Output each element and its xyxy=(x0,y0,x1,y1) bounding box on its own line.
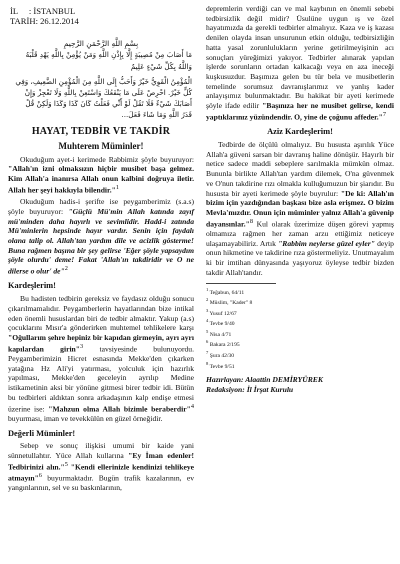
date-row: TARİH: 26.12.2014 xyxy=(10,16,79,27)
paragraph-sebep: Sebep ve sonuç ilişkisi umumi bir kaide yani sünnetullahtır. Yüce Allah kullarına "Ey İman edenler! Tedbirinizi alın."$^5$ "Kendi ellerinizle kendinizi tehlikeye atmayın"$^6$ buyurmaktadır. Bugün trafik kazalarının, ev yangınlarının, sel ve su baskınlarının, xyxy=(8,441,194,493)
paragraph-hadith: Okuduğum hadis-i şerifte ise peygamberimiz (s.a.s) şöyle buyuruyor: "Güçlü Mü'min Allah katında zayıf mü'minden daha hayırlı ve sevimlidir. Hadd-i zatında Mü'minlerin hepsinde hayır vardır. Senin için faydalı olana talip ol. Allah'tan yardım dile ve acizlik gösterme! Buna rağmen başına bir şey gelirse 'Eğer şöyle yapsaydım şöyle olurdu' deme! Fakat 'Allah'ın takdiridir ve O ne dilerse o olur' de"$^2$ xyxy=(8,197,194,276)
arabic-verse: مَا أَصَابَ مِنْ مُصِيبَةٍ إِلَّا بِإِذْنِ اللَّهِ وَمَنْ يُؤْمِنْ بِاللَّهِ يَهْدِ قَلْبَهُ وَاللَّهُ بِكُلِّ شَيْءٍ عَلِيمٌ xyxy=(25,50,192,71)
arabic-verse-block xyxy=(8,38,194,120)
footnote-item: $^6$ Bakara 2/195 xyxy=(206,339,240,349)
footnote-item: $^5$ Nisa 4/71 xyxy=(206,328,232,338)
paragraph-verse: Okuduğum ayet-i kerimede Rabbimiz şöyle buyuruyor: "Allah'ın izni olmaksızın hiçbir musibet başa gelmez. Kim Allah'a inanırsa Allah onun kalbini doğruya iletir. Allah her şeyi hakkıyla bilendir."$^1$ xyxy=(8,154,194,195)
sermon-page xyxy=(8,4,394,560)
basmala: بِسْمِ اللَّهِ الرَّحْمَنِ الرَّحِيمِ xyxy=(63,39,139,48)
greeting-aziz: Aziz Kardeşlerim! xyxy=(267,127,333,137)
paragraph-kaza: depremlerin verdiği can ve mal kaybının en önemli sebebi tedbirsizlik değil midir? Üsulüne uygun ış ve özel hayatımızda da gerekli tedbirler almalıyız. Kaza ve iş kazası denilen olayda insan unsurunun etkin olduğu, tedbirsizliğin hatta yasal zorunlulukların yerine getirilmeyişinin acı sonuçları yüreğimizi yakıyor. Tedbirler alınarak yapılan işlerde sorunların ortadan kalkacağı veya en aza ineceği kuşkusuzdur. Başımıza gelen bu tür bela ve musibetlerin temelinde sorumsuz davranışlarımız ve yanlış kader anlayışımız bulunmaktadır. Bu hakikat bir ayeti kerimede şöyle ifade edilir "Başınıza her ne musibet gelirse, kendi yaptıklarınız yüzündendir. O, yine de çoğunu affeder."$^7$ xyxy=(206,4,394,122)
date-label: TARİH xyxy=(10,16,36,27)
prepared-by: Hazırlayan: Alaattin DEMİRYÜREK xyxy=(206,375,323,385)
footnote-item: $^3$ Yusuf 12/67 xyxy=(206,307,237,317)
paragraph-tedbir: Bu hadisten tedbirin gereksiz ve faydasız olduğu sonucu çıkarılmamalıdır. Peygamberlerin hayatlarından bize intikal eden önemli hususlardan biri de tedbir almaktır. Yakup (a.s) çocuklarını Mısır'a gönderirken muhtemel tehlikelere karşı "Oğullarım şehre hepiniz bir kapıdan girmeyin, ayrı ayrı kapılardan girin"$^3$ tavsiyesinde bulunuyordu. Peygamberimizin Hicret esnasında Mekke'den çıkarken yatağına Hz Ali'yi yatırması, yolculuk için hazırlık yapılması, Mekke'den geceleyin ayrılıp Medine istikametinin aksi bir yönüne gitmesi birer tedbir idi. Bütün bu tedbirleri aldıktan sonra arkadaşının kalp endişe etmesi üzerine ise: "Mahzun olma Allah bizimle beraberdir"$^4$ buyurması, iman ve tevekkülün en güzel örneğidir. xyxy=(8,294,194,423)
footnote-item: $^8$ Tevbe 9/51 xyxy=(206,360,235,370)
province-value: İSTANBUL xyxy=(33,6,76,16)
footnote-item: $^2$ Müslim, "Kader" 8 xyxy=(206,297,253,306)
arabic-hadith: الْمُؤْمِنُ الْقَوِيُّ خَيْرٌ وَأَحَبُّ إِلَى اللَّهِ مِنَ الْمُؤْمِنِ الضَّعِيفِ، وَفِي كُلٍّ خَيْرٌ. احْرِصْ عَلَى مَا يَنْفَعُكَ وَاسْتَعِنْ بِاللَّهِ وَلَا تَعْجِزْ وَإِنْ أَصَابَكَ شَيْءٌ فَلَا تَقُلْ لَوْ أَنِّي فَعَلْتُ كَانَ كَذَا وَكَذَا وَلَكِنْ قُلْ xyxy=(15,76,192,109)
footnote-list xyxy=(206,287,394,372)
editorial-by: Redaksiyon: İl İrşat Kurulu xyxy=(206,384,294,394)
document-header xyxy=(10,6,190,27)
footnote-item: $^4$ Tevbe 9/40 xyxy=(206,318,235,328)
signature-block xyxy=(206,375,394,395)
footnote-item: $^7$ Şura 42/30 xyxy=(206,349,235,359)
left-column xyxy=(8,38,194,495)
footnote-item: $^1$ Teğabun, 64/11 xyxy=(206,286,245,296)
date-value: 26.12.2014 xyxy=(40,16,79,27)
province-row: İL : İSTANBUL xyxy=(10,6,76,16)
greeting-degerli: Değerli Müminler! xyxy=(8,428,76,438)
greeting-muhterem: Muhterem Müminler! xyxy=(58,141,144,152)
arabic-hadith-end: قَدَرُ اللَّهِ وَمَا شَاءَ فَعَلَ... xyxy=(121,110,192,120)
footnote-divider xyxy=(206,283,276,284)
greeting-kardeslerim: Kardeşlerim! xyxy=(8,281,56,291)
right-column xyxy=(206,4,394,395)
sermon-title: HAYAT, TEDBİR VE TAKDİR xyxy=(31,126,171,138)
paragraph-olculu: Tedbirde de ölçülü olmalıyız. Bu hususta aşırılık Yüce Allah'a güveni sarsan bir davranış haline dönüşür. Hayırlı bir netice sadece maddi sebeplere sarılmakla mümkün olmaz. Bununla birlikte Allah'tan yardım dilemek, O'na güvenmek ve O'nun takdirine rızı olmakla kulluğumuzun bir şiarıdır. Bu hususta bir ayeti kerimede şöyle buyrulur: "De ki: Allah'ın bizim için yazdığından başkası bize asla erişmez. O bizim Mevla'mızdır. Onun için müminler yalnız Allah'a güvenip dayansınlar."$^8$ Kul olarak üzerimize düşen görevi yapmış olmamıza rağmen her zaman arzu ettiğimiz neticeye ulaşamayabiliriz. Artık "Rabbim neylerse güzel eyler" deyip onun hikmetine ve takdirine rıza göstermeliyiz. Unutmayalım ki bir imtihan dünyasında yaşıyoruz öyleyse tedbir bizden takdir Allah'tandır. xyxy=(206,139,395,277)
province-label: İL xyxy=(10,6,19,16)
